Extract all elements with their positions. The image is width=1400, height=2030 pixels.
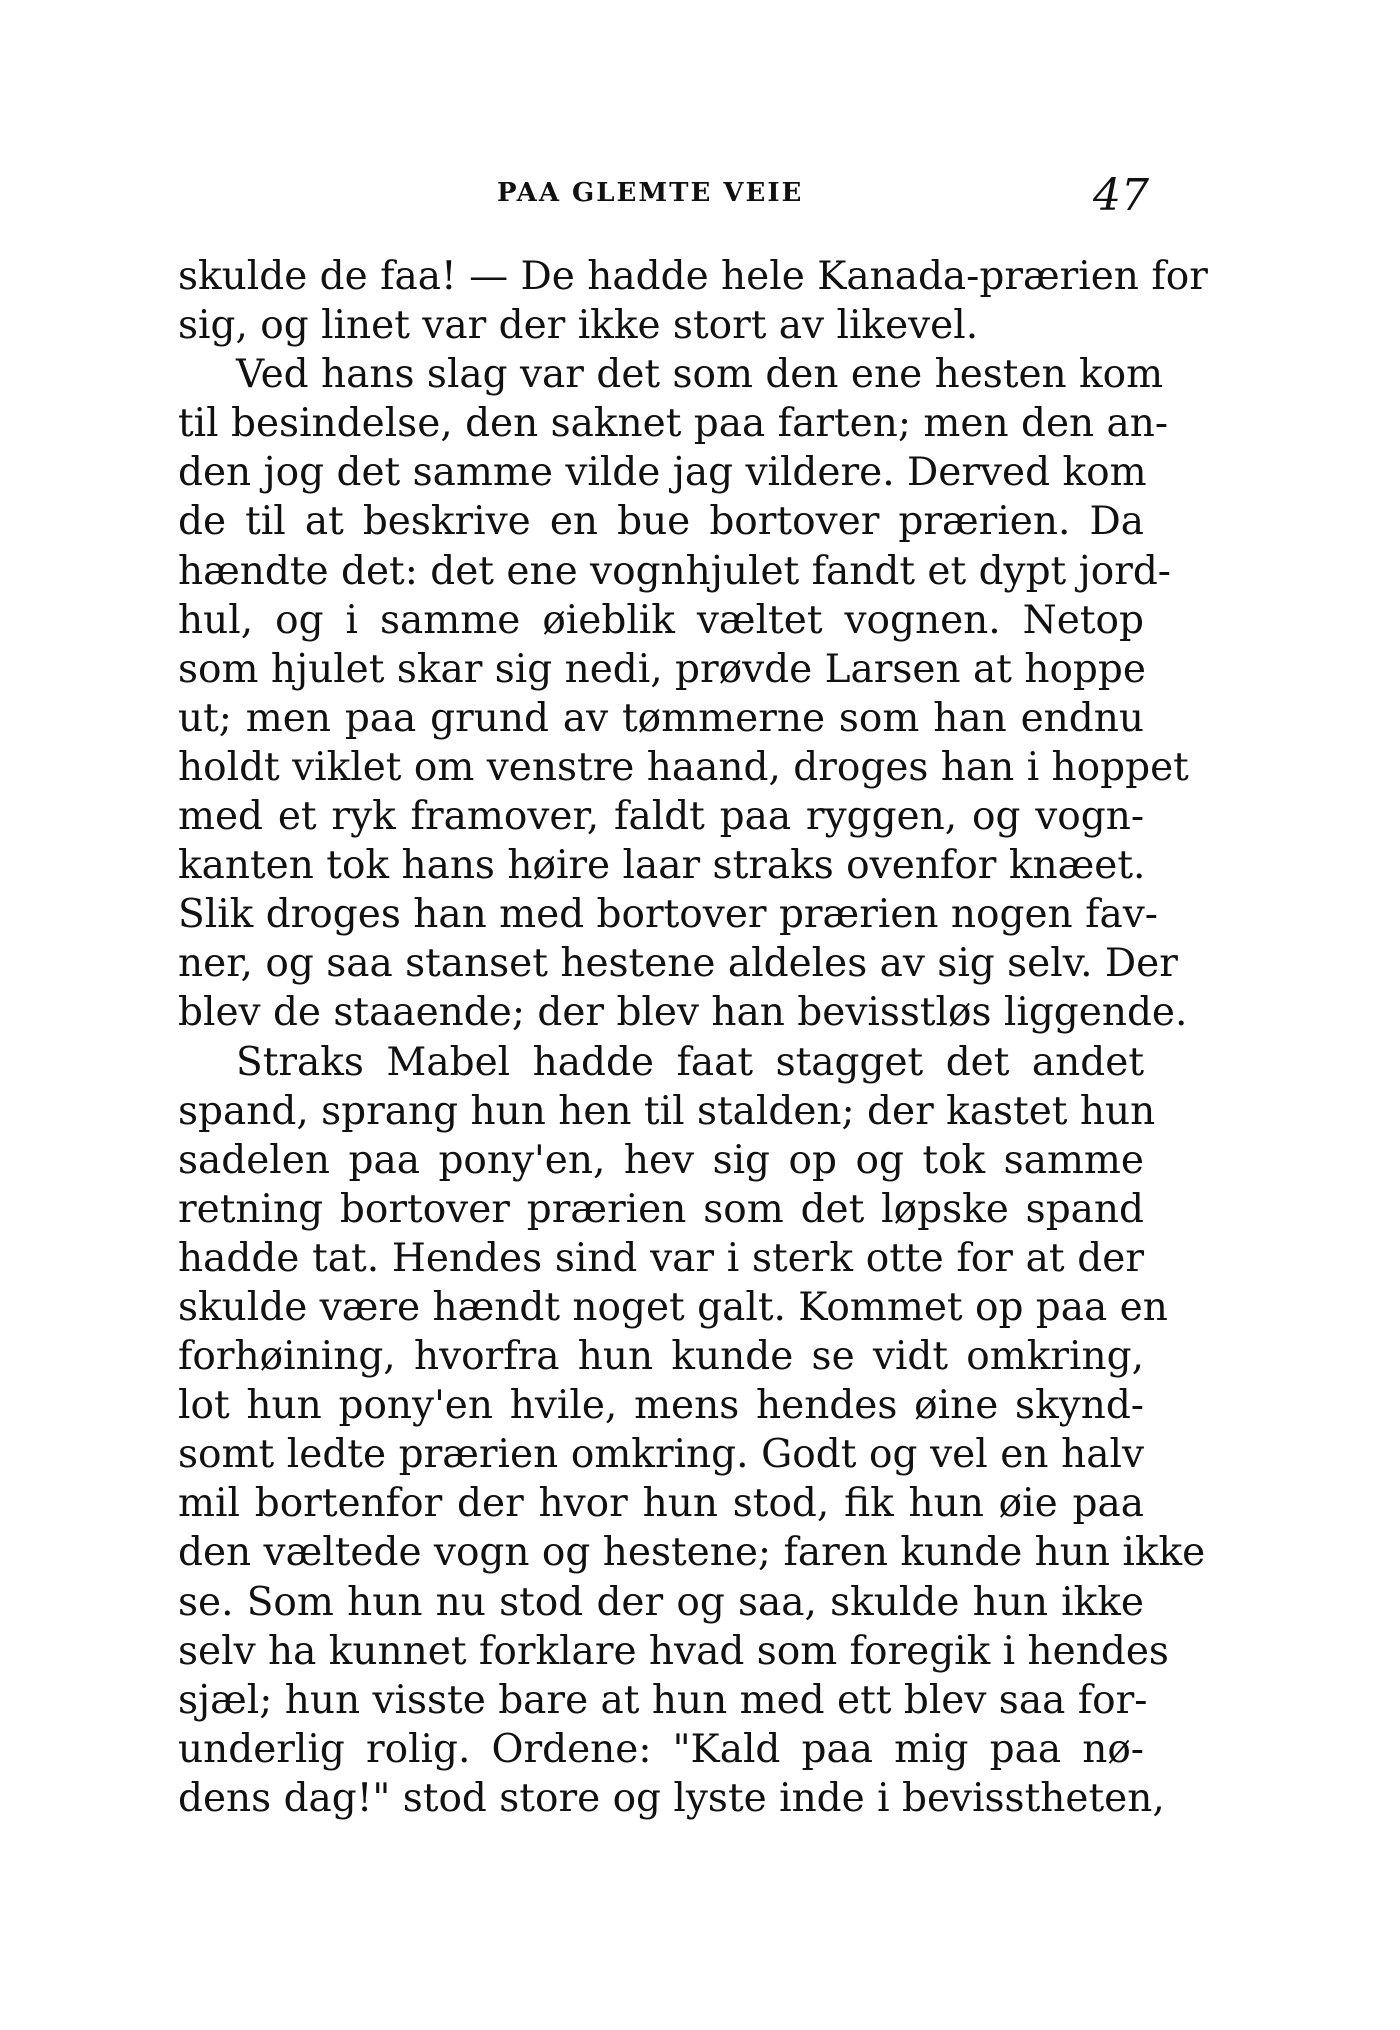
text-line: hændte det: det ene vognhjulet fandt et dypt jord- (178, 548, 1171, 594)
text-line: til besindelse, den saknet paa farten; men den an- (178, 401, 1169, 447)
text-line: kanten tok hans høire laar straks ovenfor knæet. (178, 843, 1146, 889)
text-line: hul, og i samme øieblik væltet vognen. Netop (178, 597, 1144, 643)
text-line: sjæl; hun visste bare at hun med ett blev saa for- (178, 1677, 1148, 1723)
text-line: lot hun pony'en hvile, mens hendes øine skynd- (178, 1383, 1144, 1429)
text-line: sadelen paa pony'en, hev sig op og tok samme (178, 1137, 1144, 1183)
text-line: som hjulet skar sig nedi, prøvde Larsen at hoppe (178, 646, 1146, 692)
text-line: de til at beskrive en bue bortover prærien. Da (178, 499, 1144, 545)
text-line: underlig rolig. Ordene: "Kald paa mig paa nø- (178, 1726, 1144, 1772)
running-title: PAA GLEMTE VEIE (497, 178, 804, 208)
text-line: den væltede vogn og hestene; faren kunde hun ikke (178, 1530, 1206, 1576)
text-line: blev de staaende; der blev han bevisstløs liggende. (178, 990, 1188, 1036)
text-line: Ved hans slag var det som den ene hesten kom (236, 352, 1164, 398)
text-line: ut; men paa grund av tømmerne som han endnu (178, 695, 1144, 741)
text-line: ner, og saa stanset hestene aldeles av sig selv. Der (178, 941, 1178, 987)
text-line: skulde de faa! — De hadde hele Kanada-prærien for (178, 254, 1208, 299)
text-line: selv ha kunnet forklare hvad som foregik i hendes (178, 1628, 1169, 1674)
text-line: mil bortenfor der hvor hun stod, fik hun øie paa (178, 1481, 1144, 1527)
text-line: med et ryk framover, faldt paa ryggen, og vogn- (178, 794, 1144, 840)
page-number: 47 (1093, 170, 1149, 221)
text-line: dens dag!" stod store og lyste inde i bevisstheten, (178, 1775, 1165, 1821)
text-line: hadde tat. Hendes sind var i sterk otte for at der (178, 1235, 1144, 1281)
running-head (0, 170, 1400, 230)
text-line: holdt viklet om venstre haand, droges han i hoppet (178, 744, 1189, 790)
body-text (178, 252, 1208, 1823)
text-line: Straks Mabel hadde faat stagget det andet (236, 1039, 1144, 1085)
text-line: den jog det samme vilde jag vildere. Derved kom (178, 450, 1147, 496)
text-line: Slik droges han med bortover prærien nogen fav- (178, 892, 1158, 938)
text-line: se. Som hun nu stod der og saa, skulde hun ikke (178, 1579, 1144, 1625)
text-line: sig, og linet var der ikke stort av likevel. (178, 303, 979, 349)
text-line: skulde være hændt noget galt. Kommet op paa en (178, 1284, 1168, 1330)
text-line: somt ledte prærien omkring. Godt og vel en halv (178, 1432, 1144, 1478)
text-line: forhøining, hvorfra hun kunde se vidt omkring, (178, 1334, 1144, 1380)
text-line: retning bortover prærien som det løpske spand (178, 1186, 1144, 1232)
text-line: spand, sprang hun hen til stalden; der kastet hun (178, 1088, 1156, 1134)
